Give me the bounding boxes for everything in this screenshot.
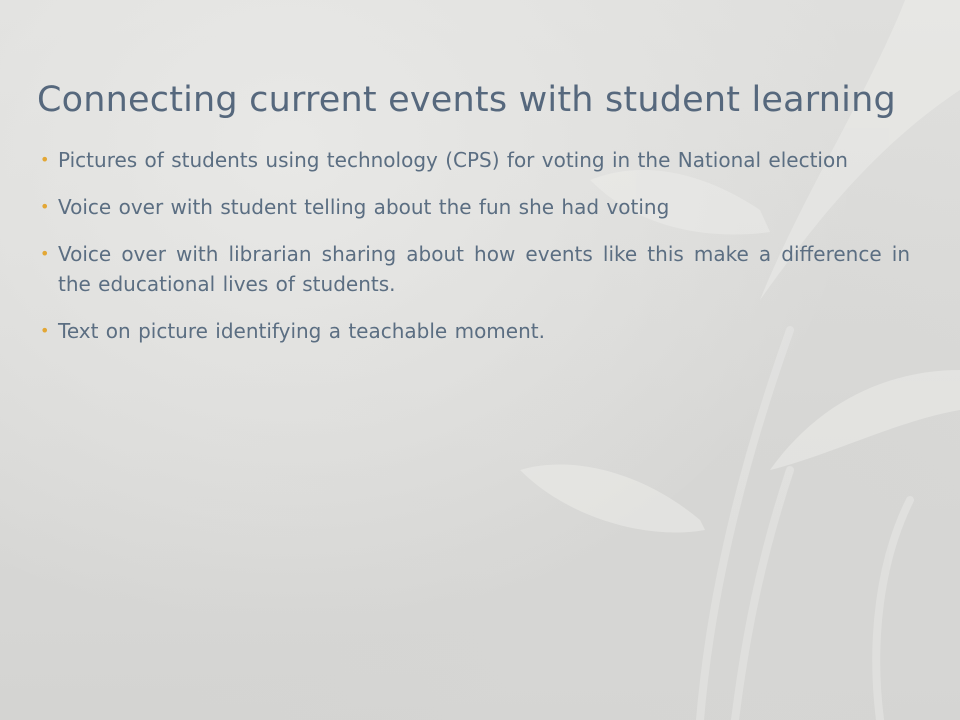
bullet-item (40, 239, 910, 299)
bullet-dot-icon: • (40, 244, 50, 263)
bullet-item (40, 145, 910, 175)
bullet-dot-icon: • (40, 321, 50, 340)
bullet-text: Voice over with librarian sharing about how events like this make a difference in the educational lives of students. (58, 242, 910, 296)
slide-title: Connecting current events with student learning (37, 80, 896, 120)
bullet-text: Pictures of students using technology (CPS) for voting in the National election (58, 148, 848, 172)
bullet-text: Text on picture identifying a teachable moment. (58, 319, 545, 343)
bullet-list (40, 145, 910, 363)
bullet-text: Voice over with student telling about the fun she had voting (58, 195, 670, 219)
bullet-item (40, 192, 910, 222)
bullet-item (40, 316, 910, 346)
bullet-dot-icon: • (40, 197, 50, 216)
bullet-dot-icon: • (40, 150, 50, 169)
